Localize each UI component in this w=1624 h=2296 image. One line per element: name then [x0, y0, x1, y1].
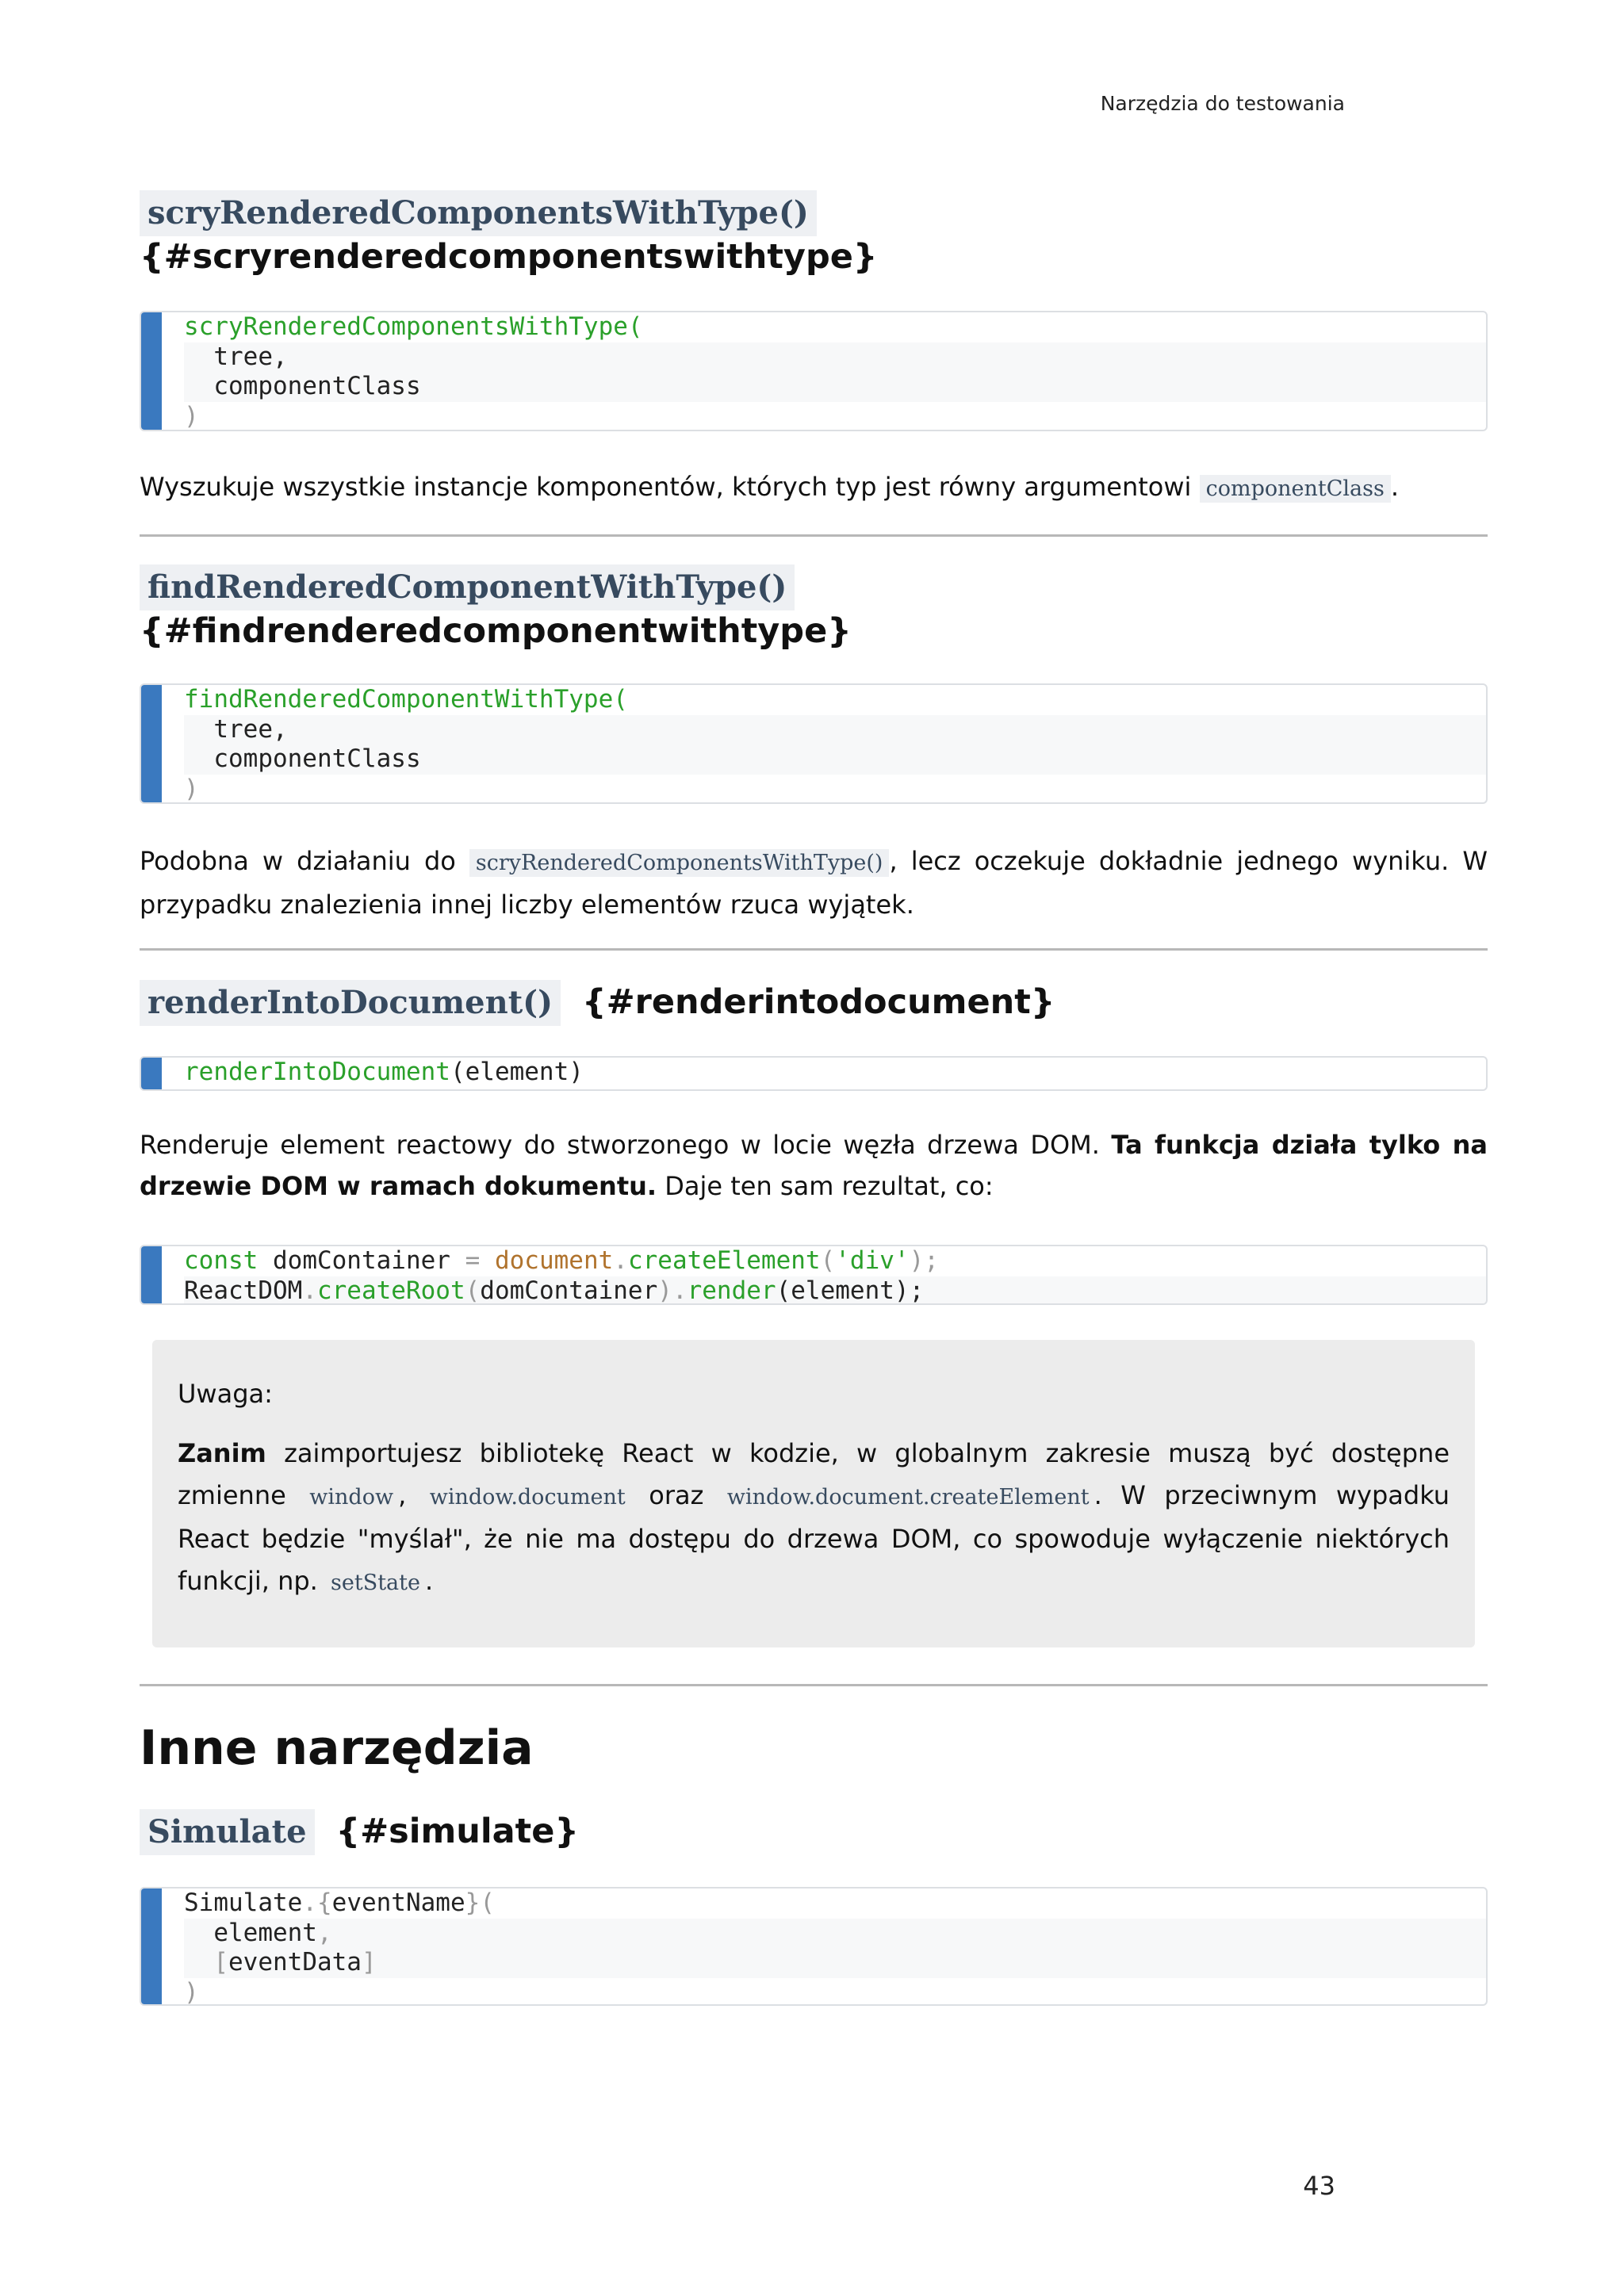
inline-code: window.document	[429, 1485, 626, 1510]
code-punct: )	[657, 1276, 672, 1305]
document-page	[140, 0, 1488, 2296]
note-title: Uwaga:	[178, 1379, 273, 1409]
text: Renderuje element reactowy do stworzonego w locie węzła drzewa DOM.	[140, 1130, 1112, 1160]
heading-simulate	[140, 1809, 1488, 1855]
code-block-simulate	[140, 1887, 1488, 2006]
note-body	[178, 1433, 1450, 1604]
code-block-bar	[141, 312, 162, 430]
code-punct: {	[316, 1888, 332, 1917]
code-keyword: const	[184, 1246, 259, 1275]
divider	[140, 534, 1488, 537]
code-obj: ReactDOM	[184, 1276, 303, 1305]
divider	[140, 1684, 1488, 1686]
code-punct: )	[184, 1977, 199, 2006]
heading-render	[140, 980, 1488, 1026]
code-block-bar	[141, 685, 162, 802]
code-punct: (	[465, 1276, 481, 1305]
bold-text: Ta funkcja działa tylko na drzewie DOM w ramach dokumentu.	[140, 1130, 1488, 1201]
scry-description	[140, 466, 1488, 510]
code-punct: .	[302, 1888, 317, 1917]
bold-text: Zanim	[178, 1438, 266, 1468]
code-obj: Simulate	[184, 1888, 303, 1917]
text: oraz	[630, 1480, 722, 1510]
code-punct: .	[613, 1246, 628, 1275]
code-arg: domContainer	[480, 1276, 658, 1305]
code-punct: ,	[316, 1918, 332, 1947]
text: Daje ten sam rezultat, co:	[657, 1171, 994, 1201]
code-var: domContainer	[258, 1246, 465, 1275]
code-block-render	[140, 1056, 1488, 1091]
heading-simulate-fn: Simulate	[140, 1809, 315, 1855]
text: . W przeciwnym wypadku React będzie "myślał", że nie ma dostępu do drzewa DOM, co spowoduje wyłączenie niektórych funkcji, np.	[178, 1480, 1450, 1596]
code-line: findRenderedComponentWithType(	[184, 685, 628, 714]
text: ,	[398, 1480, 425, 1510]
code-block-bar	[141, 1058, 162, 1089]
code-fn: renderIntoDocument	[184, 1058, 450, 1086]
code-line: tree,	[184, 714, 288, 744]
heading-find	[140, 564, 1488, 652]
code-block-find	[140, 683, 1488, 804]
inline-code: window	[309, 1485, 394, 1510]
code-punct: (	[480, 1888, 495, 1917]
text: zaimportujesz bibliotekę React w kodzie, w globalnym zakresie muszą być dostępne zmienne	[178, 1438, 1450, 1510]
heading-find-fn: findRenderedComponentWithType()	[140, 564, 795, 610]
code-punct: .	[302, 1276, 317, 1305]
code-punct: }	[465, 1888, 481, 1917]
code-block-bar	[141, 1246, 162, 1303]
heading-scry-fn: scryRenderedComponentsWithType()	[140, 190, 817, 236]
running-header: Narzędzia do testowania	[1100, 92, 1345, 115]
code-args: (element)	[450, 1058, 584, 1086]
code-punct: );	[909, 1246, 939, 1275]
code-line: )	[184, 774, 199, 803]
code-event: eventName	[331, 1888, 465, 1917]
heading-scry	[140, 190, 1488, 277]
code-arg: eventData	[228, 1948, 362, 1976]
code-arg: (element);	[776, 1276, 925, 1305]
section-title: Inne narzędzia	[140, 1720, 534, 1776]
render-description	[140, 1124, 1488, 1207]
text: .	[424, 1566, 434, 1596]
text: , lecz oczekuje dokładnie jednego wyniku. W przypadku znalezienia innej liczby elementów rzuca wyjątek.	[140, 846, 1488, 920]
code-line: scryRenderedComponentsWithType(	[184, 312, 643, 341]
inline-code: window.document.createElement	[726, 1485, 1090, 1510]
heading-simulate-anchor: {#simulate}	[335, 1812, 579, 1851]
heading-render-anchor: {#renderintodocument}	[582, 982, 1055, 1022]
note-box	[152, 1340, 1475, 1647]
code-line: )	[184, 401, 199, 430]
code-obj: document	[480, 1246, 614, 1275]
code-arg: element	[184, 1918, 317, 1947]
code-fn: createElement	[627, 1246, 821, 1275]
code-punct: (	[820, 1246, 836, 1275]
inline-code: setState	[331, 1571, 420, 1595]
inline-code: scryRenderedComponentsWithType()	[469, 849, 890, 877]
text: .	[1390, 472, 1399, 502]
heading-render-fn: renderIntoDocument()	[140, 980, 561, 1026]
page-number: 43	[1303, 2171, 1335, 2201]
heading-find-anchor: {#findrenderedcomponentwithtype}	[140, 611, 852, 651]
code-line: componentClass	[184, 744, 421, 773]
divider	[140, 948, 1488, 951]
code-fn: render	[687, 1276, 776, 1305]
code-line: tree,	[184, 342, 288, 371]
code-block-render-equivalent	[140, 1245, 1488, 1305]
text: Podobna w działaniu do	[140, 846, 469, 876]
code-line: componentClass	[184, 372, 421, 400]
inline-code: componentClass	[1200, 475, 1391, 503]
text: Wyszukuje wszystkie instancje komponentów, których typ jest równy argumentowi	[140, 472, 1200, 502]
code-punct: ]	[361, 1948, 377, 1976]
code-op: =	[465, 1246, 481, 1275]
code-block-scry	[140, 311, 1488, 431]
find-description	[140, 840, 1488, 925]
code-punct: [	[184, 1948, 228, 1976]
heading-scry-anchor: {#scryrenderedcomponentswithtype}	[140, 237, 878, 277]
code-fn: createRoot	[316, 1276, 465, 1305]
code-string: 'div'	[835, 1246, 910, 1275]
code-block-bar	[141, 1888, 162, 2004]
code-punct: .	[672, 1276, 688, 1305]
